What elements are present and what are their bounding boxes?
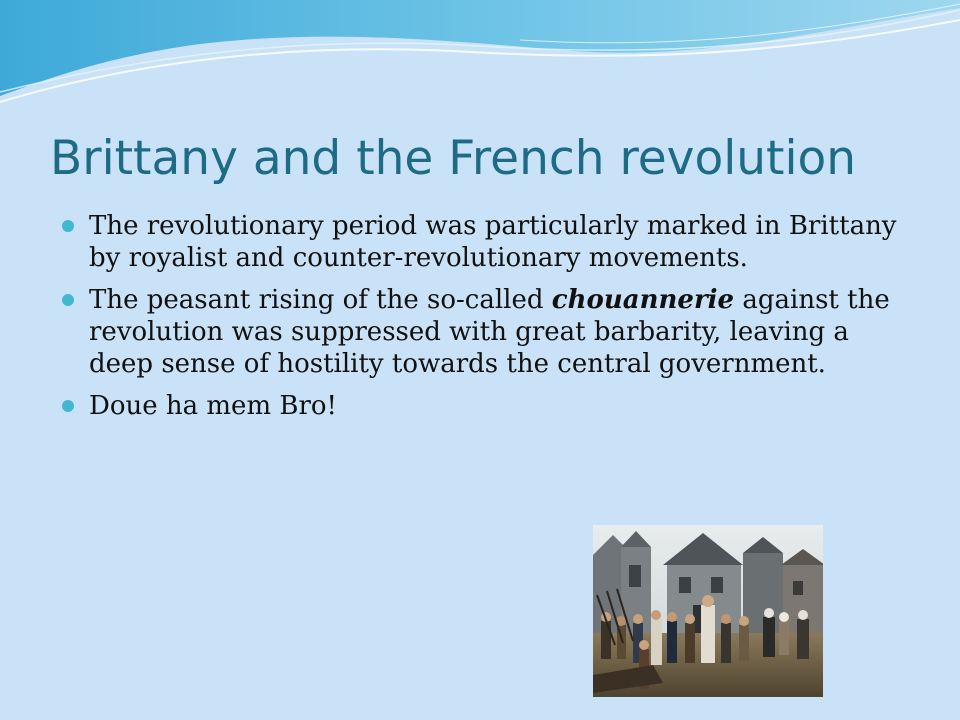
bullet-text: Doue ha mem Bro! <box>89 391 338 421</box>
bullet-item <box>62 284 902 380</box>
bullet-marker-icon <box>62 294 74 306</box>
painting-image <box>593 525 823 697</box>
slide-title: Brittany and the French revolution <box>50 131 857 186</box>
bullet-text-before: The peasant rising of the so-called <box>89 285 552 315</box>
bullet-text: The revolutionary period was particularly marked in Brittany by royalist and counter-revolutionary movements. <box>89 211 897 273</box>
bullet-item <box>62 390 902 422</box>
painting-icon <box>593 525 823 697</box>
bullet-emphasis-term: chouannerie <box>551 285 735 315</box>
bullet-item <box>62 210 902 274</box>
bullet-marker-icon <box>62 220 74 232</box>
bullet-marker-icon <box>62 400 74 412</box>
bullet-list <box>62 210 902 432</box>
header-wave-decoration <box>0 0 960 110</box>
bullet-text-after: against the revolution was suppressed with great barbarity, leaving a deep sense of hostility towards the central government. <box>89 285 890 379</box>
